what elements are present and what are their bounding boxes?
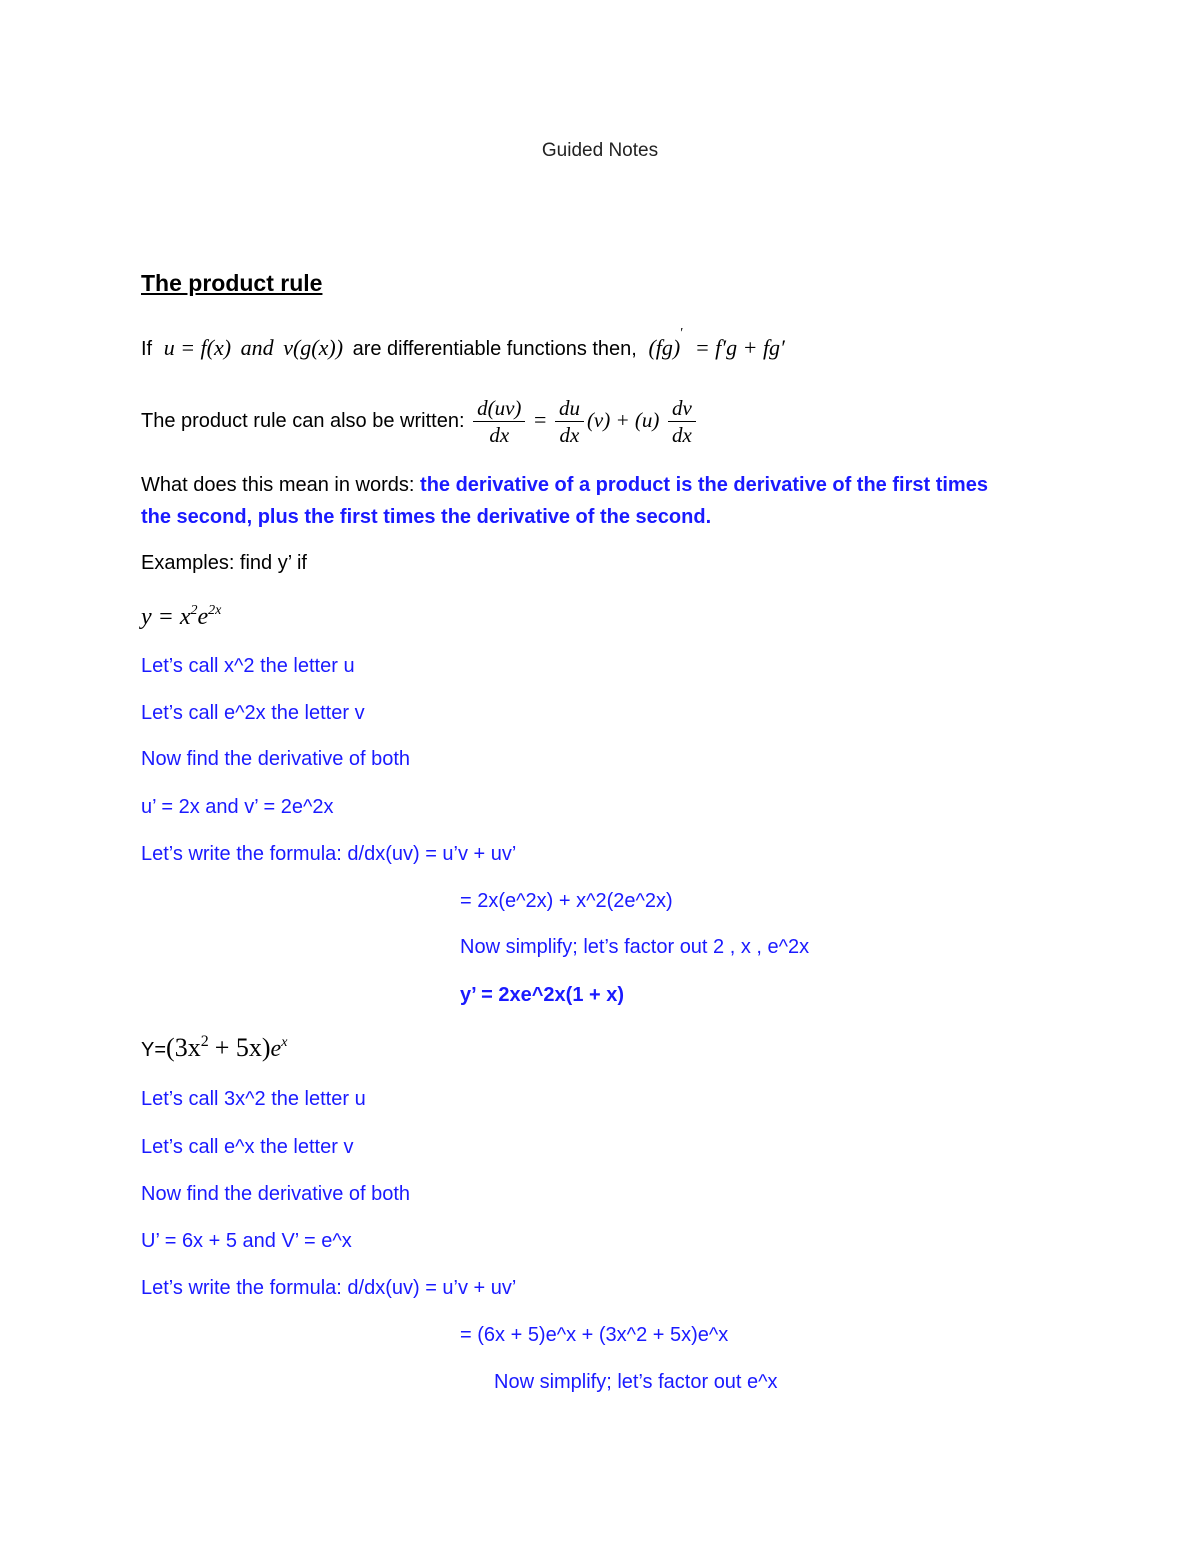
- example2-exp2: x: [281, 1035, 288, 1050]
- definition-rhs: = f′g + fg′: [694, 335, 785, 360]
- definition-prefix: If: [141, 338, 153, 360]
- definition-fg: (fg): [648, 335, 681, 360]
- example2-work-2: Now simplify; let’s factor out e^x: [494, 1371, 778, 1393]
- example1-exp2: 2x: [208, 603, 222, 618]
- example2-term1: 3x: [174, 1033, 201, 1062]
- example1-step-3: Now find the derivative of both: [141, 748, 411, 770]
- alt-term1-tail: (v) + (u): [586, 408, 660, 432]
- example2-exp1: 2: [200, 1033, 209, 1050]
- definition-prime: ′: [680, 326, 684, 341]
- alt-lhs-fraction: [473, 395, 525, 448]
- example2-plus-term: + 5x: [214, 1033, 262, 1062]
- example2-open-paren: (: [166, 1033, 175, 1062]
- alt-term2-denominator: dx: [671, 423, 692, 448]
- example2-equation: [141, 1030, 287, 1068]
- example1-exp1: 2: [190, 603, 198, 618]
- definition-and: and: [240, 335, 274, 360]
- words-answer-2: the second, plus the first times the derivative of the second.: [141, 506, 712, 528]
- example2-prefix: Y=: [141, 1039, 167, 1061]
- examples-label: Examples: find y’ if: [141, 552, 307, 574]
- example2-step-1: Let’s call 3x^2 the letter u: [141, 1088, 366, 1110]
- alt-term2-fraction: [668, 395, 696, 448]
- alt-term1-numerator: du: [555, 395, 584, 422]
- page-header: Guided Notes: [541, 140, 659, 161]
- example1-equation: [141, 604, 221, 630]
- definition-v-of-g: v(g(x)): [283, 335, 344, 360]
- example2-base: e: [270, 1036, 282, 1062]
- alt-form-line: [141, 390, 699, 451]
- section-title: The product rule: [141, 270, 323, 296]
- example1-work-2: Now simplify; let’s factor out 2 , x , e^2x: [460, 936, 810, 958]
- words-label: What does this mean in words:: [141, 474, 415, 496]
- example1-step-4: u’ = 2x and v’ = 2e^2x: [141, 796, 334, 818]
- words-line-1: [141, 472, 988, 498]
- alt-term1-denominator: dx: [559, 423, 580, 448]
- example1-lhs: y = x: [141, 604, 191, 630]
- alt-equals: =: [533, 407, 547, 432]
- example1-step-5: Let’s write the formula: d/dx(uv) = u’v + uv’: [141, 843, 517, 865]
- example1-step-1: Let’s call x^2 the letter u: [141, 655, 355, 677]
- definition-middle-text: are differentiable functions then,: [352, 338, 637, 360]
- example1-answer: y’ = 2xe^2x(1 + x): [460, 984, 625, 1006]
- example2-step-4: U’ = 6x + 5 and V’ = e^x: [141, 1230, 352, 1252]
- alt-lhs-denominator: dx: [489, 423, 510, 448]
- example2-work-1: = (6x + 5)e^x + (3x^2 + 5x)e^x: [460, 1324, 729, 1346]
- example1-work-1: = 2x(e^2x) + x^2(2e^2x): [460, 890, 673, 912]
- example2-step-3: Now find the derivative of both: [141, 1183, 411, 1205]
- example2-step-5: Let’s write the formula: d/dx(uv) = u’v + uv’: [141, 1277, 517, 1299]
- alt-term2-numerator: dv: [668, 395, 696, 422]
- words-answer-1: the derivative of a product is the derivative of the first times: [420, 474, 988, 496]
- alt-form-label: The product rule can also be written:: [141, 410, 465, 432]
- alt-term1-fraction: [555, 395, 584, 448]
- alt-lhs-numerator: d(uv): [473, 395, 525, 422]
- example2-step-2: Let’s call e^x the letter v: [141, 1136, 354, 1158]
- example1-base2: e: [197, 604, 209, 630]
- example2-close-paren: ): [261, 1033, 271, 1062]
- example1-step-2: Let’s call e^2x the letter v: [141, 702, 365, 724]
- definition-line: [141, 326, 785, 362]
- definition-u-equals: u = f(x): [163, 335, 232, 360]
